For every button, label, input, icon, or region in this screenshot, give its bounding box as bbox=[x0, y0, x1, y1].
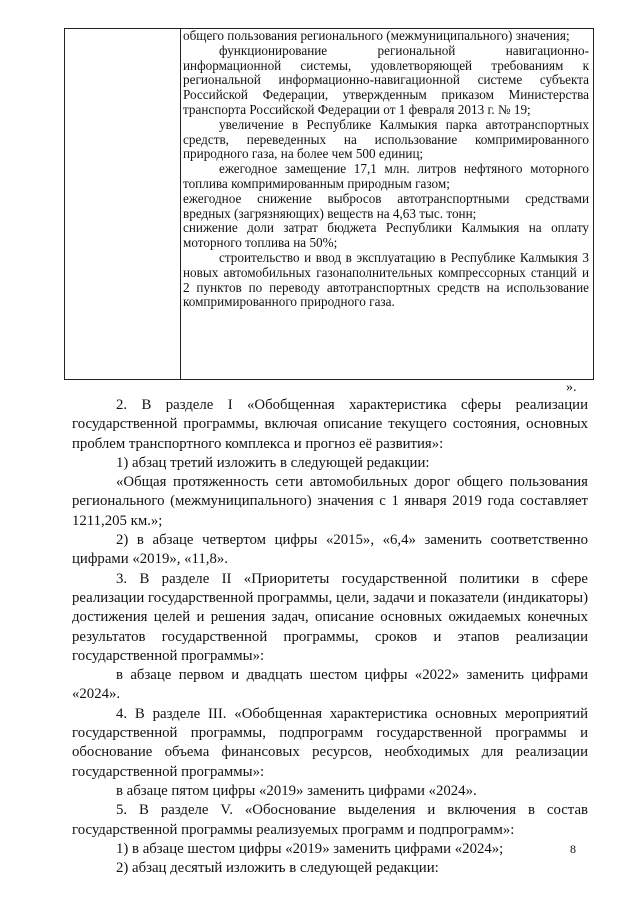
table-paragraph: увеличение в Республике Калмыкия парка автотранспортных средств, переведенных на использование компримированного природного газа, на более чем 500 единиц; bbox=[183, 116, 589, 162]
body-paragraph: 4. В разделе III. «Обобщенная характеристика основных мероприятий государственной программы, подпрограмм государственной программы и обоснование объема финансовых ресурсов, необходимых для реализации государственной программы»: bbox=[72, 705, 588, 780]
body-paragraph: «Общая протяженность сети автомобильных дорог общего пользования регионального (межмуниципального) значения с 1 января 2019 года составляет 1211,205 км.»; bbox=[72, 474, 588, 529]
table-column-divider bbox=[180, 29, 181, 379]
page-number: 8 bbox=[570, 842, 576, 856]
table-paragraph: общего пользования регионального (межмуниципального) значения; bbox=[183, 28, 570, 43]
body-paragraph: 2) абзац десятый изложить в следующей редакции: bbox=[116, 860, 439, 877]
amendment-table bbox=[64, 28, 594, 380]
table-text-cell bbox=[183, 29, 589, 310]
body-paragraph: 2. В разделе I «Обобщенная характеристика сферы реализации государственной программы, включая описание текущего состояния, основных проблем транспортного комплекса и прогноз её развития»: bbox=[72, 397, 588, 452]
document-body bbox=[72, 396, 588, 878]
body-paragraph: 2) в абзаце четвертом цифры «2015», «6,4» заменить соответственно цифрами «2019», «11,8». bbox=[72, 532, 588, 568]
table-paragraph: снижение доли затрат бюджета Республики Калмыкия на оплату моторного топлива на 50%; bbox=[183, 220, 589, 251]
body-paragraph: в абзаце первом и двадцать шестом цифры «2022» заменить цифрами «2024». bbox=[72, 667, 588, 703]
closing-quote: ». bbox=[566, 380, 577, 395]
table-paragraph: функционирование региональной навигационно-информационной системы, удовлетворяющей требованиям к региональной информационно-навигационной системе субъекта Российской Федерации, утвержденным приказом Министерства транспорта Российской Федерации от 1 февраля 2013 г. № 19; bbox=[183, 42, 589, 117]
body-paragraph: 1) в абзаце шестом цифры «2019» заменить цифрами «2024»; bbox=[116, 840, 504, 857]
table-paragraph: ежегодное замещение 17,1 млн. литров нефтяного моторного топлива компримированным природным газом; bbox=[183, 161, 589, 191]
body-paragraph: 1) абзац третий изложить в следующей редакции: bbox=[116, 454, 430, 471]
body-paragraph: в абзаце пятом цифры «2019» заменить цифрами «2024». bbox=[116, 782, 477, 799]
table-paragraph: строительство и ввод в эксплуатацию в Республике Калмыкия 3 новых автомобильных газонаполнительных компрессорных станций и 2 пунктов по переводу автотранспортных средств на использование компримированного природного газа. bbox=[183, 249, 589, 310]
body-paragraph: 3. В разделе II «Приоритеты государственной политики в сфере реализации государственной программы, цели, задачи и показатели (индикаторы) достижения целей и решения задач, описание основных ожидаемых конечных результатов государственной программы, сроков и этапов реализации государственной программы»: bbox=[72, 570, 588, 664]
table-paragraph: ежегодное снижение выбросов автотранспортными средствами вредных (загрязняющих) веществ на 4,63 тыс. тонн; bbox=[183, 190, 589, 221]
body-paragraph: 5. В разделе V. «Обоснование выделения и включения в состав государственной программы реализуемых программ и подпрограмм»: bbox=[72, 802, 588, 838]
